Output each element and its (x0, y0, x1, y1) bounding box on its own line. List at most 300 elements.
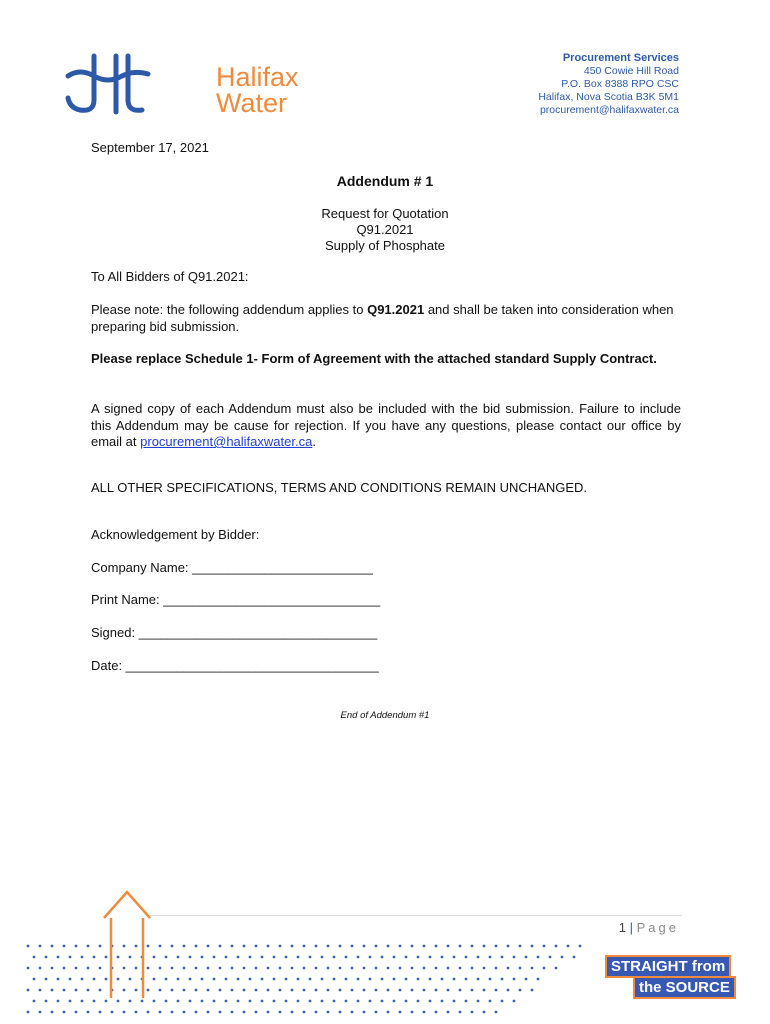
pattern-dot (363, 967, 366, 970)
pattern-dot (519, 967, 522, 970)
pattern-dot (399, 989, 402, 992)
pattern-dot (33, 1000, 36, 1003)
pattern-dot (435, 1011, 438, 1014)
logo-word-halifax: Halifax (216, 62, 299, 92)
pattern-dot (525, 956, 528, 959)
pattern-dot (435, 967, 438, 970)
pattern-dot (405, 978, 408, 981)
pattern-dot (189, 978, 192, 981)
pattern-dot (87, 1011, 90, 1014)
pattern-dot (501, 956, 504, 959)
end-of-addendum: End of Addendum #1 (340, 710, 430, 721)
pattern-dot (27, 1011, 30, 1014)
pattern-dot (279, 1011, 282, 1014)
pattern-dot (489, 978, 492, 981)
hw-logo-mark-icon (64, 52, 154, 116)
pattern-dot (177, 1000, 180, 1003)
pattern-dot (411, 945, 414, 948)
pattern-dot (93, 1000, 96, 1003)
pattern-dot (531, 989, 534, 992)
pattern-dot (543, 967, 546, 970)
pattern-dot (171, 945, 174, 948)
pattern-dot (33, 956, 36, 959)
rfq-subject: Supply of Phosphate (325, 238, 445, 253)
pattern-dot (267, 945, 270, 948)
pattern-dot (447, 967, 450, 970)
pattern-dot (267, 1011, 270, 1014)
pattern-dot (315, 945, 318, 948)
city-postal: Halifax, Nova Scotia B3K 5M1 (538, 91, 679, 103)
pattern-dot (51, 989, 54, 992)
pattern-dot (393, 1000, 396, 1003)
pattern-dot (483, 945, 486, 948)
pattern-dot (159, 945, 162, 948)
pattern-dot (345, 1000, 348, 1003)
pattern-dot (435, 945, 438, 948)
pattern-dot (237, 1000, 240, 1003)
pattern-dot (525, 978, 528, 981)
pattern-dot (243, 989, 246, 992)
pattern-dot (399, 945, 402, 948)
pattern-dot (537, 956, 540, 959)
pattern-dot (573, 956, 576, 959)
pattern-dot (189, 1000, 192, 1003)
pattern-dot (327, 945, 330, 948)
pattern-dot (255, 945, 258, 948)
pattern-dot (291, 945, 294, 948)
pattern-dot (273, 956, 276, 959)
pattern-dot (213, 956, 216, 959)
pattern-dot (303, 989, 306, 992)
pattern-dot (249, 956, 252, 959)
pattern-dot (459, 967, 462, 970)
pattern-dot (321, 956, 324, 959)
pattern-dot (183, 1011, 186, 1014)
pattern-dot (495, 967, 498, 970)
pattern-dot (243, 1011, 246, 1014)
pattern-dot (105, 1000, 108, 1003)
letter-date: September 17, 2021 (91, 140, 209, 155)
pattern-dot (363, 989, 366, 992)
pattern-dot (87, 945, 90, 948)
pattern-dot (357, 956, 360, 959)
pattern-dot (531, 945, 534, 948)
pattern-dot (381, 1000, 384, 1003)
pattern-dot (369, 1000, 372, 1003)
pattern-dot (225, 956, 228, 959)
pattern-dot (327, 967, 330, 970)
pattern-dot (465, 1000, 468, 1003)
pattern-dot (507, 989, 510, 992)
rfq-subheading (0, 206, 770, 254)
pattern-dot (417, 956, 420, 959)
pattern-dot (75, 945, 78, 948)
pattern-dot (69, 956, 72, 959)
pattern-dot (177, 978, 180, 981)
note-paragraph (91, 302, 681, 335)
pattern-dot (207, 1011, 210, 1014)
pattern-dot (75, 989, 78, 992)
slogan-badge (605, 955, 741, 999)
pattern-dot (273, 978, 276, 981)
pattern-dot (501, 1000, 504, 1003)
pattern-dot (417, 978, 420, 981)
pattern-dot (63, 945, 66, 948)
pattern-dot (51, 967, 54, 970)
pattern-dot (321, 978, 324, 981)
pattern-dot (543, 945, 546, 948)
page-number-value: 1 (618, 920, 626, 935)
pattern-dot (237, 978, 240, 981)
pattern-dot (303, 945, 306, 948)
pattern-dot (387, 1011, 390, 1014)
pattern-dot (297, 978, 300, 981)
pattern-dot (219, 1011, 222, 1014)
pattern-dot (123, 1011, 126, 1014)
pattern-dot (219, 967, 222, 970)
pattern-dot (333, 956, 336, 959)
pattern-dot (399, 1011, 402, 1014)
pattern-dot (39, 1011, 42, 1014)
pattern-dot (423, 1011, 426, 1014)
pattern-dot (207, 945, 210, 948)
pattern-dot (405, 1000, 408, 1003)
pattern-dot (447, 1011, 450, 1014)
pattern-dot (423, 989, 426, 992)
pattern-dot (375, 945, 378, 948)
pattern-dot (99, 1011, 102, 1014)
pattern-dot (351, 945, 354, 948)
pattern-dot (93, 956, 96, 959)
pattern-dot (279, 989, 282, 992)
pattern-dot (423, 967, 426, 970)
pattern-dot (351, 967, 354, 970)
pattern-dot (363, 1011, 366, 1014)
pattern-dot (327, 989, 330, 992)
pattern-dot (141, 1000, 144, 1003)
pattern-dot (111, 1011, 114, 1014)
pattern-dot (219, 989, 222, 992)
dot-pattern-decoration (0, 940, 600, 1024)
signed-line: Signed: _________________________________ (91, 625, 378, 640)
pattern-dot (369, 956, 372, 959)
pattern-dot (519, 945, 522, 948)
pattern-dot (465, 956, 468, 959)
pattern-dot (381, 956, 384, 959)
pattern-dot (81, 978, 84, 981)
pattern-dot (213, 1000, 216, 1003)
pattern-dot (171, 967, 174, 970)
pattern-dot (297, 956, 300, 959)
pattern-dot (459, 989, 462, 992)
pattern-dot (477, 956, 480, 959)
pattern-dot (135, 1011, 138, 1014)
pattern-dot (171, 989, 174, 992)
page-number (619, 920, 679, 935)
pattern-dot (255, 1011, 258, 1014)
pattern-dot (369, 978, 372, 981)
pattern-dot (159, 967, 162, 970)
pattern-dot (201, 956, 204, 959)
pattern-dot (339, 967, 342, 970)
pattern-dot (27, 967, 30, 970)
pattern-dot (57, 978, 60, 981)
pattern-dot (189, 956, 192, 959)
signed-copy-paragraph (91, 401, 681, 451)
pattern-dot (195, 945, 198, 948)
pattern-dot (453, 1000, 456, 1003)
pattern-dot (183, 945, 186, 948)
pattern-dot (471, 967, 474, 970)
pattern-dot (33, 978, 36, 981)
replace-instruction: Please replace Schedule 1- Form of Agreement with the attached standard Supply Contract. (91, 351, 657, 366)
pattern-dot (51, 1011, 54, 1014)
pattern-dot (63, 967, 66, 970)
footer-divider (150, 915, 682, 916)
pattern-dot (441, 1000, 444, 1003)
pattern-dot (267, 989, 270, 992)
pattern-dot (393, 956, 396, 959)
pattern-dot (465, 978, 468, 981)
pattern-dot (561, 956, 564, 959)
pattern-dot (129, 1000, 132, 1003)
pattern-dot (315, 989, 318, 992)
pattern-dot (219, 945, 222, 948)
pattern-dot (183, 989, 186, 992)
pattern-dot (477, 1000, 480, 1003)
pattern-dot (495, 1011, 498, 1014)
pattern-dot (75, 1011, 78, 1014)
pattern-dot (339, 989, 342, 992)
pattern-dot (243, 945, 246, 948)
pattern-dot (555, 945, 558, 948)
slogan-line-2: the SOURCE (633, 976, 736, 999)
pattern-dot (495, 989, 498, 992)
pattern-dot (351, 989, 354, 992)
pattern-dot (489, 1000, 492, 1003)
pattern-dot (567, 945, 570, 948)
pattern-dot (477, 978, 480, 981)
pattern-dot (249, 978, 252, 981)
pattern-dot (333, 1000, 336, 1003)
pattern-dot (495, 945, 498, 948)
pattern-dot (75, 967, 78, 970)
pattern-dot (309, 978, 312, 981)
pattern-dot (237, 956, 240, 959)
pattern-dot (549, 956, 552, 959)
pattern-dot (447, 989, 450, 992)
pattern-dot (519, 989, 522, 992)
pattern-dot (285, 978, 288, 981)
pattern-dot (483, 967, 486, 970)
pattern-dot (171, 1011, 174, 1014)
pattern-dot (327, 1011, 330, 1014)
pattern-dot (441, 956, 444, 959)
pattern-dot (267, 967, 270, 970)
pattern-dot (345, 956, 348, 959)
pattern-dot (339, 945, 342, 948)
slogan-line-1: STRAIGHT from (605, 955, 731, 978)
up-arrow-icon (100, 888, 154, 998)
pattern-dot (459, 945, 462, 948)
halifax-water-logo (64, 52, 299, 118)
pattern-dot (45, 1000, 48, 1003)
pattern-dot (321, 1000, 324, 1003)
pattern-dot (381, 978, 384, 981)
pattern-dot (345, 978, 348, 981)
pattern-dot (207, 967, 210, 970)
pattern-dot (489, 956, 492, 959)
pattern-dot (579, 945, 582, 948)
acknowledgement-heading: Acknowledgement by Bidder: (91, 527, 260, 542)
pattern-dot (231, 967, 234, 970)
pattern-dot (279, 967, 282, 970)
pattern-dot (411, 967, 414, 970)
pattern-dot (69, 1000, 72, 1003)
pattern-dot (513, 978, 516, 981)
pattern-dot (417, 1000, 420, 1003)
pattern-dot (27, 945, 30, 948)
pattern-dot (537, 978, 540, 981)
pattern-dot (255, 967, 258, 970)
pattern-dot (165, 1000, 168, 1003)
pattern-dot (357, 1000, 360, 1003)
note-rfq-number: Q91.2021 (367, 302, 425, 317)
pattern-dot (165, 978, 168, 981)
pattern-dot (387, 989, 390, 992)
pattern-dot (309, 1000, 312, 1003)
pattern-dot (81, 956, 84, 959)
pattern-dot (459, 1011, 462, 1014)
pattern-dot (513, 956, 516, 959)
pattern-dot (453, 978, 456, 981)
salutation: To All Bidders of Q91.2021: (91, 269, 249, 284)
note-suffix: and shall be taken into consideration when preparing bid submission. (91, 302, 674, 334)
page-separator: | (629, 920, 633, 935)
pattern-dot (303, 967, 306, 970)
pattern-dot (429, 956, 432, 959)
pattern-dot (213, 978, 216, 981)
pattern-dot (507, 945, 510, 948)
pattern-dot (231, 1011, 234, 1014)
pattern-dot (375, 1011, 378, 1014)
pattern-dot (183, 967, 186, 970)
pattern-dot (315, 1011, 318, 1014)
pattern-dot (279, 945, 282, 948)
pattern-dot (117, 1000, 120, 1003)
pattern-dot (231, 989, 234, 992)
pattern-dot (531, 967, 534, 970)
po-box: P.O. Box 8388 RPO CSC (561, 78, 679, 90)
pattern-dot (297, 1000, 300, 1003)
pattern-dot (81, 1000, 84, 1003)
pattern-dot (315, 967, 318, 970)
pattern-dot (507, 967, 510, 970)
rfq-label: Request for Quotation (321, 206, 449, 221)
pattern-dot (471, 1011, 474, 1014)
pattern-dot (411, 989, 414, 992)
pattern-dot (261, 956, 264, 959)
pattern-dot (201, 978, 204, 981)
page-label: Page (636, 920, 679, 935)
pattern-dot (39, 945, 42, 948)
pattern-dot (273, 1000, 276, 1003)
pattern-dot (291, 967, 294, 970)
pattern-dot (57, 1000, 60, 1003)
pattern-dot (87, 967, 90, 970)
pattern-dot (243, 967, 246, 970)
pattern-dot (333, 978, 336, 981)
pattern-dot (69, 978, 72, 981)
pattern-dot (45, 978, 48, 981)
signed-copy-text: A signed copy of each Addendum must also be included with the bid submission. Failure to include this Addendum may be cause for rejection. If you have any questions, please contact our office by email at (91, 401, 681, 449)
pattern-dot (147, 1011, 150, 1014)
addendum-title: Addendum # 1 (336, 173, 434, 189)
street-address: 450 Cowie Hill Road (583, 65, 679, 77)
pattern-dot (63, 989, 66, 992)
pattern-dot (63, 1011, 66, 1014)
rfq-number: Q91.2021 (356, 222, 414, 237)
pattern-dot (501, 978, 504, 981)
pattern-dot (45, 956, 48, 959)
pattern-dot (291, 1011, 294, 1014)
pattern-dot (513, 1000, 516, 1003)
pattern-dot (423, 945, 426, 948)
pattern-dot (261, 978, 264, 981)
pattern-dot (261, 1000, 264, 1003)
pattern-dot (87, 989, 90, 992)
pattern-dot (195, 989, 198, 992)
header-email: procurement@halifaxwater.ca (539, 104, 679, 116)
pattern-dot (357, 978, 360, 981)
pattern-dot (441, 978, 444, 981)
procurement-address (538, 52, 679, 117)
print-name-line: Print Name: ______________________________ (91, 592, 381, 607)
pattern-dot (387, 945, 390, 948)
pattern-dot (159, 1011, 162, 1014)
pattern-dot (447, 945, 450, 948)
pattern-dot (255, 989, 258, 992)
pattern-dot (375, 967, 378, 970)
pattern-dot (429, 1000, 432, 1003)
pattern-dot (57, 956, 60, 959)
pattern-dot (207, 989, 210, 992)
company-name-line: Company Name: _________________________ (91, 560, 373, 575)
pattern-dot (453, 956, 456, 959)
pattern-dot (393, 978, 396, 981)
pattern-dot (375, 989, 378, 992)
pattern-dot (555, 967, 558, 970)
department-name: Procurement Services (562, 52, 679, 64)
pattern-dot (225, 978, 228, 981)
unchanged-notice: ALL OTHER SPECIFICATIONS, TERMS AND CONDITIONS REMAIN UNCHANGED. (91, 480, 587, 495)
pattern-dot (483, 1011, 486, 1014)
pattern-dot (153, 1000, 156, 1003)
pattern-dot (291, 989, 294, 992)
pattern-dot (177, 956, 180, 959)
pattern-dot (249, 1000, 252, 1003)
pattern-dot (51, 945, 54, 948)
pattern-dot (411, 1011, 414, 1014)
contact-email-link[interactable]: procurement@halifaxwater.ca (140, 434, 313, 449)
pattern-dot (225, 1000, 228, 1003)
pattern-dot (339, 1011, 342, 1014)
pattern-dot (363, 945, 366, 948)
pattern-dot (303, 1011, 306, 1014)
pattern-dot (435, 989, 438, 992)
pattern-dot (159, 989, 162, 992)
signed-copy-end: . (312, 434, 316, 449)
